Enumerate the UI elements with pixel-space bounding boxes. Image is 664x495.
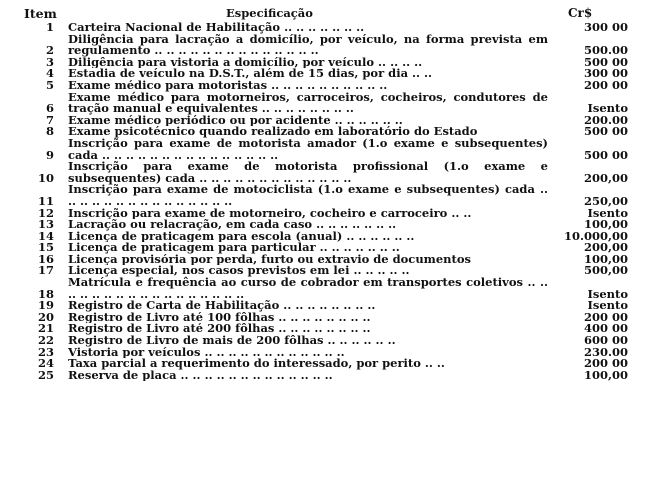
table-row — [0, 344, 664, 359]
item-description: Diligência para lacração a domicílio, por veículo, na forma prevista em regulamento .. .. .. .. .. .. .. .. .. .. .. .. .. .. — [68, 31, 548, 58]
item-description: Reserva de placa .. .. .. .. .. .. .. .. .. .. .. .. .. — [68, 369, 333, 382]
item-description: Exame psicotécnico quando realizado em laboratório do Estado — [68, 126, 478, 138]
item-number: 10 — [37, 170, 54, 185]
item-number: 6 — [45, 101, 54, 116]
item-description: Diligência para vistoria a domicílio, por veículo .. .. .. .. — [68, 56, 423, 69]
item-number: 2 — [45, 43, 54, 58]
item-description: Taxa parcial a requerimento do interessado, por perito .. .. — [68, 358, 445, 370]
item-value: Isento — [587, 205, 628, 220]
item-number: 4 — [45, 66, 54, 81]
item-number: 17 — [37, 263, 54, 278]
item-value: 200,00 — [583, 170, 628, 185]
item-value: 300 00 — [583, 20, 628, 34]
item-number: 14 — [37, 228, 54, 243]
item-value: 200 00 — [583, 356, 628, 371]
item-value: 200,00 — [583, 240, 628, 255]
table-row — [0, 335, 664, 347]
item-value: 500 00 — [583, 124, 628, 139]
item-value: 500 00 — [583, 54, 628, 69]
item-number: 22 — [37, 333, 54, 348]
item-description: Carteira Nacional de Habilitação .. .. .. .. .. .. .. — [68, 22, 365, 34]
item-number: 5 — [45, 77, 54, 92]
item-number: 24 — [37, 356, 54, 371]
item-description: Licença provisória por perda, furto ou extravio de documentos — [68, 253, 471, 266]
item-value: 200 00 — [583, 309, 628, 324]
table-row — [0, 184, 664, 207]
table-row — [0, 277, 664, 300]
table-row — [0, 205, 664, 220]
item-number: 12 — [37, 205, 54, 220]
table-row — [0, 89, 664, 116]
item-value: 300 00 — [583, 66, 628, 81]
item-value: 10.000,00 — [563, 228, 628, 243]
item-value: Isento — [587, 286, 628, 301]
item-number: 20 — [37, 309, 54, 324]
table-row — [0, 54, 664, 69]
item-value: 500.00 — [583, 43, 628, 58]
item-description: Exame médico para motorneiros, carroceiros, cocheiros, condutores de tração manual e equivalentes .. .. .. .. .. .. .. .. — [68, 89, 548, 116]
item-description: Lacração ou relacração, em cada caso .. .. .. .. .. .. .. — [68, 219, 397, 231]
item-number: 13 — [37, 217, 54, 232]
item-description: Registro de Livro até 100 fôlhas .. .. .. .. .. .. .. .. — [68, 311, 371, 324]
item-description: Registro de Livro até 200 fôlhas .. .. .. .. .. .. .. .. — [68, 323, 371, 336]
item-value: 100,00 — [583, 251, 628, 266]
item-number: 15 — [37, 240, 54, 255]
item-value: 500,00 — [583, 263, 628, 278]
item-description: Vistoria por veículos .. .. .. .. .. .. .. .. .. .. .. .. — [68, 346, 345, 359]
header-item: Item — [24, 6, 57, 21]
item-value: 200.00 — [583, 112, 628, 127]
table-row — [0, 358, 664, 370]
item-value: 600 00 — [583, 333, 628, 348]
table-row — [0, 31, 664, 58]
item-value: Isento — [587, 298, 628, 313]
item-description: Inscrição para exame de motorista amador (1.o exame e subsequentes) cada .. .. .. .. .. .. .. .. .. .. .. .. .. .. .. — [68, 135, 548, 162]
item-value: 230.00 — [583, 344, 628, 359]
item-number: 18 — [37, 286, 54, 301]
item-value: 400 00 — [583, 321, 628, 336]
header-currency: Cr$ — [568, 6, 593, 20]
table-row — [0, 323, 664, 335]
item-description: Inscrição para exame de motorista profissional (1.o exame e subsequentes) cada .. .. .. .. .. .. .. .. .. .. .. .. .. — [68, 159, 548, 185]
item-description: Licença especial, nos casos previstos em lei .. .. .. .. .. — [68, 265, 410, 278]
item-description: Licença de praticagem para particular .. .. .. .. .. .. .. — [68, 242, 400, 254]
item-number: 1 — [45, 20, 54, 34]
item-value: 200 00 — [583, 77, 628, 92]
table-row — [0, 309, 664, 324]
item-number: 21 — [37, 321, 54, 336]
table-row — [0, 251, 664, 266]
fee-table — [0, 22, 664, 381]
table-row — [0, 367, 664, 382]
item-description: Estadia de veículo na D.S.T., além de 15 dias, por dia .. .. — [68, 68, 433, 80]
item-number: 23 — [37, 344, 54, 359]
item-number: 9 — [45, 147, 54, 162]
item-description: Registro de Carta de Habilitação .. .. .. .. .. .. .. .. — [68, 300, 376, 312]
table-header — [0, 6, 664, 22]
table-row — [0, 161, 664, 184]
item-number: 3 — [45, 54, 54, 69]
item-value: 100,00 — [583, 367, 628, 382]
item-description: Licença de praticagem para escola (anual) .. .. .. .. .. .. — [68, 230, 415, 243]
item-description: Matrícula e frequência ao curso de cobrador em transportes coletivos .. .. .. .. .. .. .. .. .. .. .. .. .. .. .. .. .. — [68, 275, 548, 301]
item-number: 25 — [37, 367, 54, 382]
table-row — [0, 228, 664, 243]
item-description: Inscrição para exame de motociclista (1.o exame e subsequentes) cada .. .. .. .. .. .. .. .. .. .. .. .. .. .. .. — [68, 182, 548, 208]
table-row — [0, 300, 664, 312]
item-description: Inscrição para exame de motorneiro, cocheiro e carroceiro .. .. — [68, 207, 472, 220]
table-row — [0, 68, 664, 80]
item-value: Isento — [587, 101, 628, 116]
item-number: 19 — [37, 298, 54, 313]
table-row — [0, 242, 664, 254]
item-description: Exame médico periódico ou por acidente .. .. .. .. .. .. — [68, 114, 403, 127]
item-number: 7 — [45, 112, 54, 127]
table-row — [0, 112, 664, 127]
item-number: 8 — [45, 124, 54, 139]
item-number: 16 — [37, 251, 54, 266]
header-spec: Especificação — [226, 6, 313, 20]
item-value: 250,00 — [583, 193, 628, 208]
item-description: Registro de Livro de mais de 200 fôlhas .. .. .. .. .. .. — [68, 335, 396, 347]
item-number: 11 — [37, 193, 54, 208]
table-row — [0, 135, 664, 162]
item-value: 100,00 — [583, 217, 628, 232]
item-description: Exame médico para motoristas .. .. .. .. .. .. .. .. .. .. — [68, 79, 388, 92]
item-value: 500 00 — [583, 147, 628, 162]
